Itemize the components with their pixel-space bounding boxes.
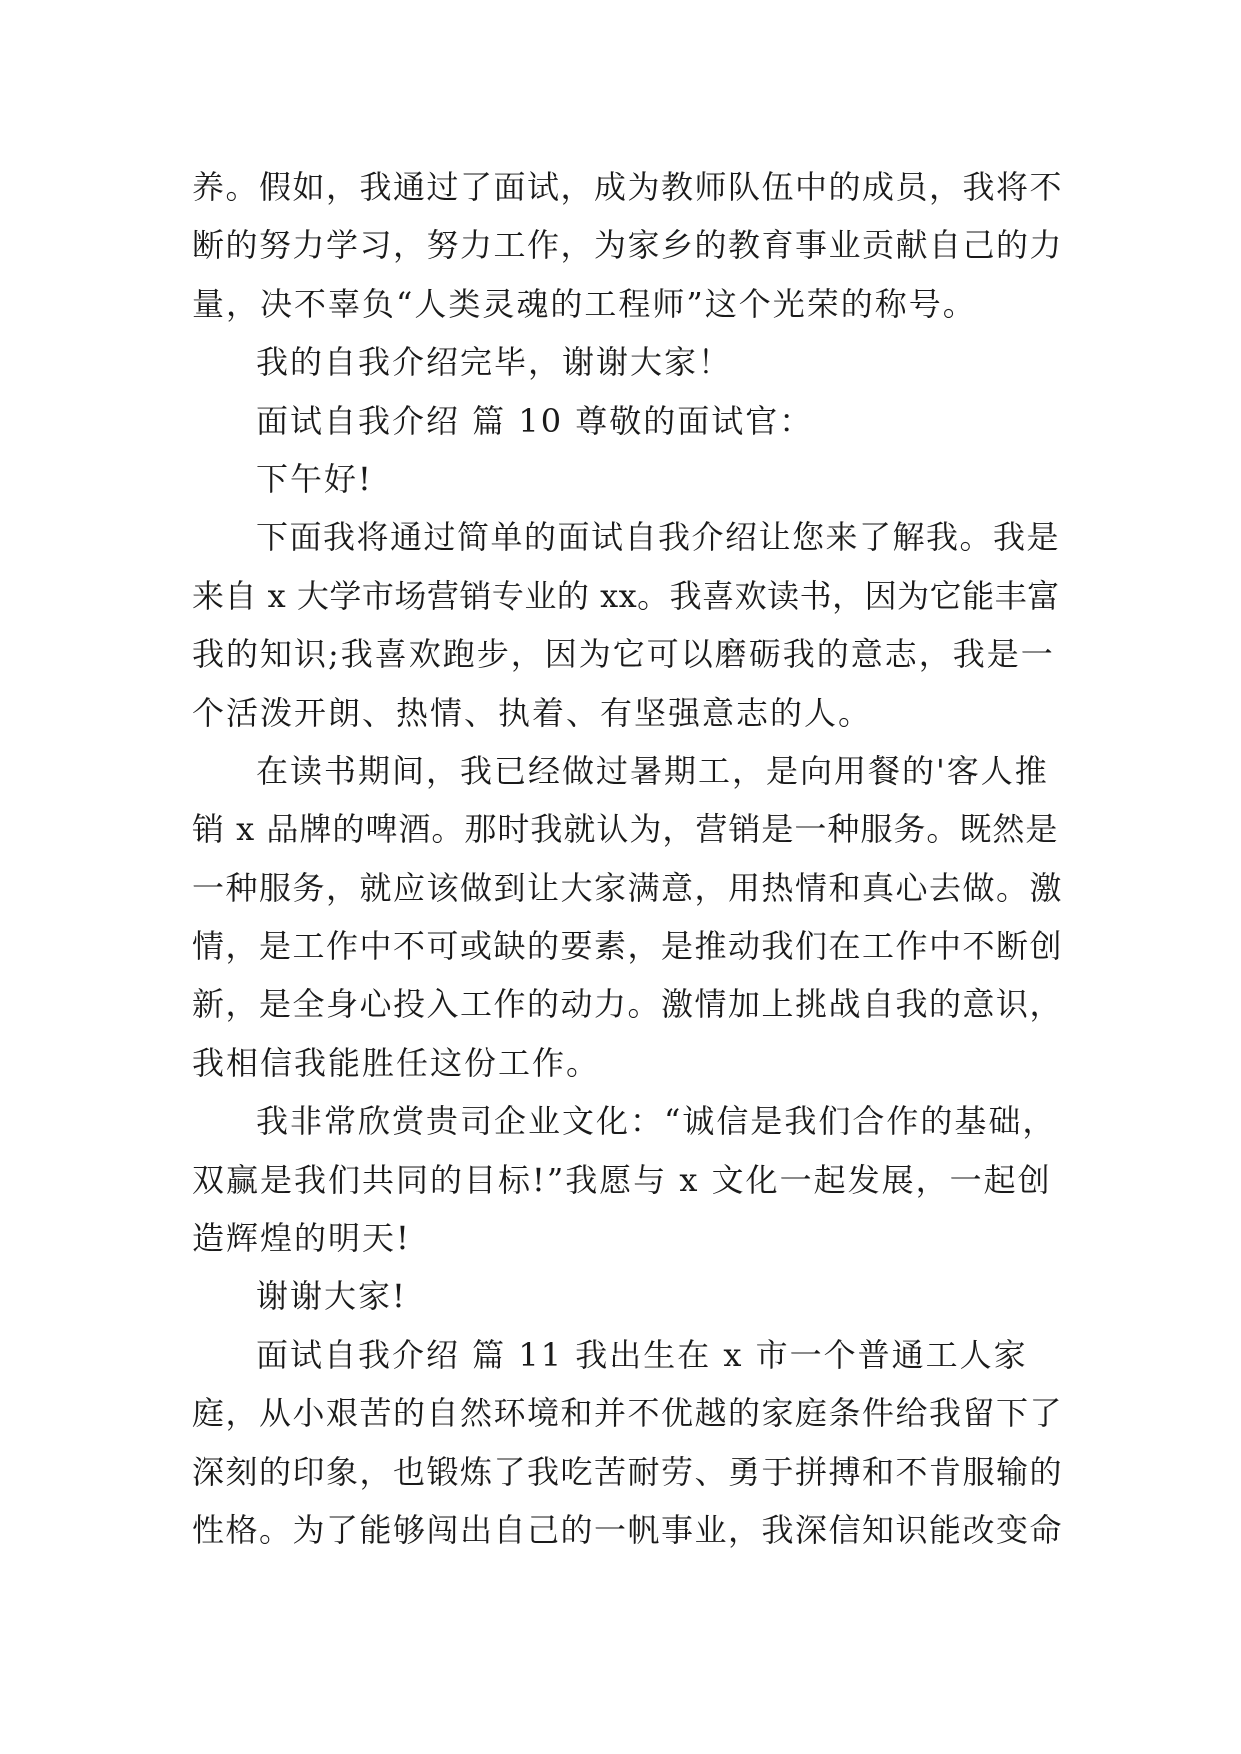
text-line: 性格。为了能够闯出自己的一帆事业，我深信知识能改变命 [192, 1510, 1064, 1549]
text-line: 在读书期间，我已经做过暑期工，是向用餐的'客人推 [256, 751, 1049, 790]
text-line: 面试自我介绍 篇 10 尊敬的面试官： [256, 401, 814, 440]
text-line: 量，决不辜负“人类灵魂的工程师”这个光荣的称号。 [192, 284, 977, 323]
text-line: 情，是工作中不可或缺的要素，是推动我们在工作中不断创 [192, 927, 1064, 966]
text-line: 谢谢大家! [256, 1277, 407, 1316]
text-line: 造辉煌的明天! [192, 1219, 411, 1258]
text-line: 庭，从小艰苦的自然环境和并不优越的家庭条件给我留下了 [192, 1394, 1064, 1433]
text-line: 个活泼开朗、热情、执着、有坚强意志的人。 [192, 693, 873, 732]
text-line: 深刻的印象，也锻炼了我吃苦耐劳、勇于拼搏和不肯服输的 [192, 1452, 1064, 1491]
text-line: 下面我将通过简单的面试自我介绍让您来了解我。我是 [256, 518, 1061, 557]
text-line: 下午好! [256, 459, 373, 498]
text-line: 我非常欣赏贵司企业文化：“诚信是我们合作的基础， [256, 1102, 1057, 1141]
text-line: 面试自我介绍 篇 11 我出生在 x 市一个普通工人家 [256, 1335, 1028, 1374]
text-line: 我相信我能胜任这份工作。 [192, 1043, 601, 1082]
text-line: 断的努力学习，努力工作，为家乡的教育事业贡献自己的力 [192, 226, 1064, 265]
text-line: 我的自我介绍完毕，谢谢大家！ [256, 343, 733, 382]
text-line: 新，是全身心投入工作的动力。激情加上挑战自我的意识， [192, 985, 1064, 1024]
text-line: 一种服务，就应该做到让大家满意，用热情和真心去做。激 [192, 868, 1064, 907]
text-line: 销 x 品牌的啤酒。那时我就认为，营销是一种服务。既然是 [192, 810, 1059, 849]
text-line: 我的知识;我喜欢跑步，因为它可以磨砺我的意志，我是一 [192, 635, 1055, 674]
text-line: 双赢是我们共同的目标!”我愿与 x 文化一起发展，一起创 [192, 1160, 1052, 1199]
document-text-body [192, 158, 1064, 1559]
text-line: 来自 x 大学市场营销专业的 xx。我喜欢读书，因为它能丰富 [192, 576, 1060, 615]
text-line: 养。假如，我通过了面试，成为教师队伍中的成员，我将不 [192, 168, 1064, 206]
